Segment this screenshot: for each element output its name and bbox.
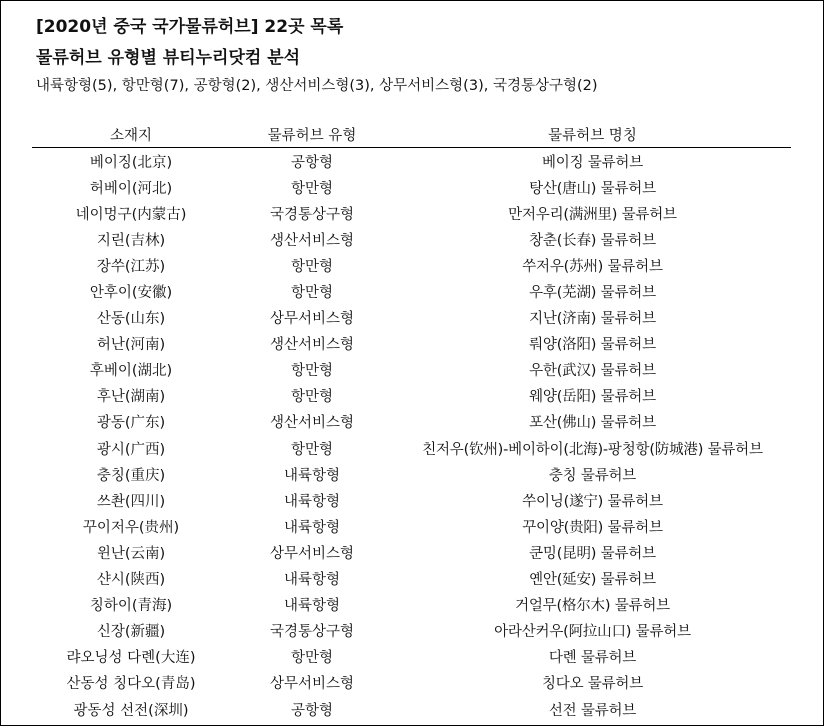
cell-location: 지린(吉林) [96, 232, 166, 249]
cell-hub-type: 생산서비스형 [269, 415, 355, 432]
cell-hub-type: 상무서비스형 [269, 676, 355, 693]
cell-hub-name: 포산(佛山) 물류허브 [529, 415, 656, 432]
cell-location: 충칭(重庆) [96, 467, 166, 484]
cell-hub-type: 내륙항형 [283, 598, 341, 615]
table-row [32, 226, 791, 252]
cell-hub-name: 다롄 물류허브 [548, 650, 637, 667]
cell-location: 신장(新疆) [96, 624, 166, 641]
cell-hub-name: 꾸이양(贵阳) 물류허브 [522, 519, 663, 536]
document-subtitle: 물류허브 유형별 뷰티누리닷컴 분석 [36, 48, 301, 68]
cell-hub-type: 항만형 [290, 363, 334, 380]
table-row [32, 148, 791, 175]
table-row [32, 461, 791, 487]
table-row [32, 305, 791, 331]
table-row [32, 592, 791, 618]
cell-location: 허난(河南) [96, 337, 166, 354]
cell-hub-type: 공항형 [290, 154, 334, 171]
cell-hub-name: 거얼무(格尔木) 물류허브 [515, 598, 670, 615]
cell-hub-name: 지난(济南) 물류허브 [529, 311, 656, 328]
table-row [32, 644, 791, 670]
cell-location: 샨시(陕西) [96, 572, 166, 589]
table-row [32, 331, 791, 357]
cell-location: 랴오닝성 다롄(大连) [66, 650, 196, 667]
table-row [32, 200, 791, 226]
table-row [32, 487, 791, 513]
column-header-type: 물류허브 유형 [230, 121, 394, 148]
table-row [32, 696, 791, 722]
cell-location: 쓰촨(四川) [96, 493, 166, 510]
cell-location: 네이멍구(内蒙古) [75, 206, 187, 223]
cell-hub-name: 칭다오 물류허브 [541, 676, 644, 693]
document-title: [2020년 중국 국가물류허브] 22곳 목록 [36, 17, 344, 37]
cell-hub-type: 항만형 [290, 258, 334, 275]
column-header-name: 물류허브 명칭 [394, 121, 791, 148]
cell-hub-name: 쑤저우(苏州) 물류허브 [522, 258, 663, 275]
cell-hub-type: 항만형 [290, 389, 334, 406]
cell-hub-type: 내륙항형 [283, 467, 341, 484]
cell-hub-type: 공항형 [290, 702, 334, 719]
table-row [32, 278, 791, 304]
cell-hub-name: 충칭 물류허브 [548, 467, 637, 484]
cell-hub-type: 항만형 [290, 650, 334, 667]
table-row [32, 174, 791, 200]
cell-location: 허베이(河北) [89, 180, 173, 197]
cell-location: 윈난(云南) [96, 545, 166, 562]
table-header-row [32, 121, 791, 148]
cell-location: 칭하이(青海) [89, 598, 173, 615]
table-row [32, 670, 791, 696]
cell-hub-type: 국경통상구형 [269, 624, 355, 641]
cell-hub-name: 아라산커우(阿拉山口) 물류허브 [494, 624, 691, 641]
logistics-hub-table [32, 121, 791, 722]
cell-hub-type: 상무서비스형 [269, 311, 355, 328]
table-body [32, 148, 791, 723]
cell-hub-name: 쿤밍(昆明) 물류허브 [529, 545, 656, 562]
cell-hub-name: 탕산(唐山) 물류허브 [529, 180, 656, 197]
cell-hub-name: 창춘(长春) 물류허브 [529, 232, 656, 249]
cell-hub-type: 내륙항형 [283, 493, 341, 510]
cell-location: 광동(广东) [96, 415, 166, 432]
cell-location: 꾸이저우(贵州) [82, 519, 180, 536]
cell-hub-type: 국경통상구형 [269, 206, 355, 223]
table-row [32, 357, 791, 383]
cell-hub-type: 생산서비스형 [269, 232, 355, 249]
column-header-location: 소재지 [32, 121, 230, 148]
cell-location: 안후이(安徽) [89, 285, 173, 302]
table-row [32, 539, 791, 565]
table-row [32, 566, 791, 592]
table-row [32, 435, 791, 461]
table-row [32, 383, 791, 409]
cell-location: 산동성 칭다오(青岛) [66, 676, 196, 693]
cell-hub-name: 웨양(岳阳) 물류허브 [529, 389, 656, 406]
cell-hub-name: 쑤이닝(遂宁) 물류허브 [522, 493, 663, 510]
table-row [32, 513, 791, 539]
type-summary: 내륙항형(5), 항만형(7), 공항형(2), 생산서비스형(3), 상무서비스형(3), 국경통상구형(2) [36, 78, 598, 94]
table-row [32, 252, 791, 278]
cell-location: 베이징(北京) [89, 154, 173, 171]
cell-hub-type: 항만형 [290, 285, 334, 302]
cell-hub-type: 생산서비스형 [269, 337, 355, 354]
table-row [32, 409, 791, 435]
cell-hub-type: 내륙항형 [283, 519, 341, 536]
cell-location: 후난(湖南) [96, 389, 166, 406]
cell-hub-name: 뤄양(洛阳) 물류허브 [529, 337, 656, 354]
cell-hub-name: 우후(芜湖) 물류허브 [529, 285, 656, 302]
cell-hub-name: 선전 물류허브 [548, 702, 637, 719]
cell-location: 산동(山东) [96, 311, 166, 328]
cell-hub-type: 상무서비스형 [269, 545, 355, 562]
cell-hub-type: 항만형 [290, 441, 334, 458]
cell-hub-name: 옌안(延安) 물류허브 [529, 572, 656, 589]
cell-hub-type: 항만형 [290, 180, 334, 197]
cell-hub-name: 친저우(钦州)-베이하이(北海)-팡청항(防城港) 물류허브 [422, 441, 763, 458]
cell-location: 광동성 선전(深圳) [73, 702, 189, 719]
cell-hub-name: 우한(武汉) 물류허브 [529, 363, 656, 380]
cell-hub-type: 내륙항형 [283, 572, 341, 589]
cell-location: 후베이(湖北) [89, 363, 173, 380]
cell-hub-name: 만저우리(满洲里) 물류허브 [508, 206, 677, 223]
table-row [32, 618, 791, 644]
cell-hub-name: 베이징 물류허브 [541, 154, 644, 171]
cell-location: 장쑤(江苏) [96, 258, 166, 275]
cell-location: 광시(广西) [96, 441, 166, 458]
